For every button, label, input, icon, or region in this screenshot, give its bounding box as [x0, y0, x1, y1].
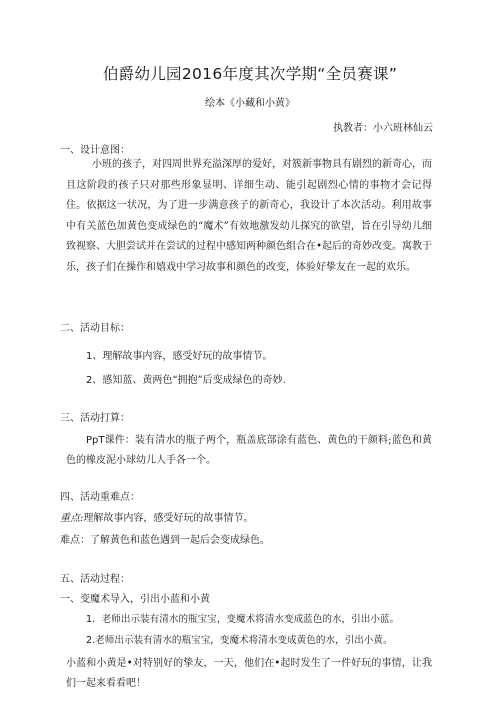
section-heading-process: 五、活动过程：	[60, 574, 130, 585]
document-title: 伯爵幼儿园2016年度其次学期“全员赛课”	[102, 65, 398, 83]
author-line: 执教者：小六班林仙云	[333, 123, 433, 134]
section-heading-keypoints: 四、活动重难点：	[60, 492, 140, 503]
prep-paragraph: PpT课件：装有清水的瓶子两个，瓶盖底部涂有蓝色、黄色的干颜料;蓝色和黄色的橡皮泥小球幼儿人手各一个。	[66, 435, 432, 466]
section-heading-goals: 二、活动目标：	[60, 323, 130, 334]
process-step: 1．老师出示装有清水的瓶宝宝，变魔术将清水变成蓝色的水，引出小蓝。	[86, 614, 400, 625]
goal-item: 2、感知蓝、黄两色“拥抱”后变成绿色的奇妙.	[86, 375, 286, 386]
process-subheading: 一、变魔术导入，引出小蓝和小黄	[60, 594, 210, 605]
key-point-line: 重点:理解故事内容，感受好玩的故事情节。	[60, 513, 254, 524]
goal-item: 1、理解故事内容，感受好玩的故事情节。	[86, 351, 273, 362]
section-heading-design: 一、设计意图：	[60, 145, 130, 156]
process-step: 2.老师出示装有清水的瓶宝宝，变魔术将清水变成黄色的水，引出小黄。	[86, 635, 393, 646]
section-heading-prep: 三、活动打算：	[60, 413, 130, 424]
story-paragraph: 小蓝和小黄是•对特别好的挚友，一天，他们在•起时发生了一件好玩的事情，让我们一起来看看吧！	[66, 658, 432, 689]
document-subtitle: 绘本《小藏和小黄》	[205, 98, 295, 109]
design-paragraph: 小班的孩子，对四周世界充溢深厚的爱好，对簇新事物具有剧烈的新奇心，而且这阶段的孩子只对那些形象显明、详细生动、能引起剧烈心情的事物才会记得住。依据这一状况，为了进一步满意孩子的新奇心，我设计了本次活动。利用故事中有关蓝色加黄色变成绿色的“魔术”有效地激发幼儿探究的欲望，旨在引导幼儿细致视察、大胆尝试并在尝试的过程中感知两种颜色组合在•起后的奇妙改变。寓教于乐，孩子们在操作和嬉戏中学习故事和颜色的改变，体验好挚友在一起的欢乐。	[66, 159, 432, 273]
hard-point-line: 难点：了解黄色和蓝色遇到一起后会变成绿色。	[60, 535, 270, 546]
